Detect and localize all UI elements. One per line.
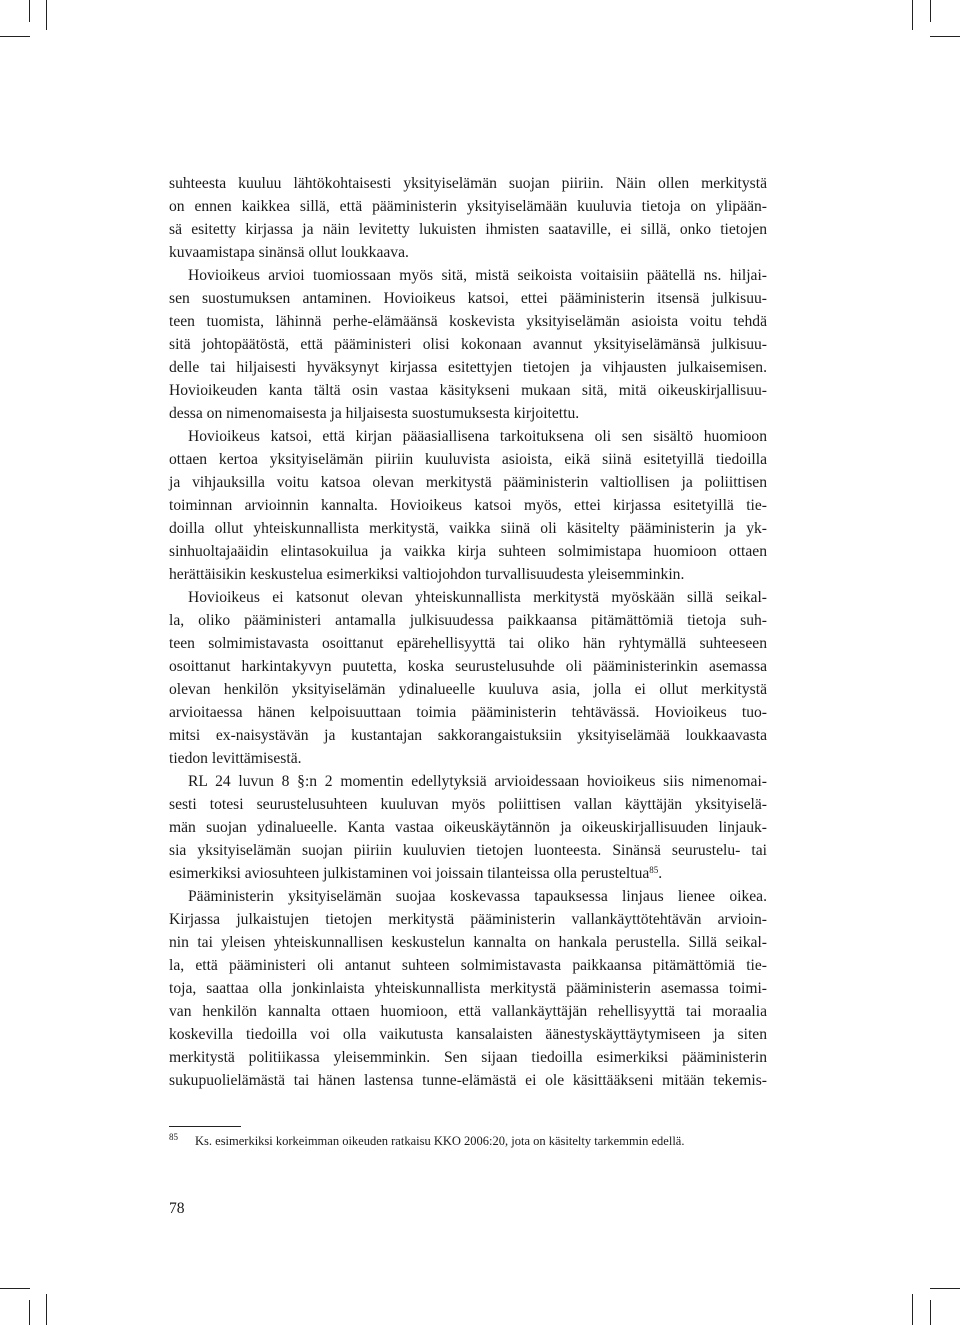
text-line	[169, 264, 767, 287]
text-line-content: sen suostumuksen antaminen. Hovioikeus katsoi, ettei pääministerin itsensä julkisuu-	[169, 290, 767, 307]
body-text	[169, 172, 767, 1092]
text-line	[169, 816, 767, 839]
text-line-content: teen tuomista, lähinnä perhe-elämäänsä koskevista yksityiselämän asioista voitu tehdä	[169, 313, 767, 330]
crop-mark-top-right-v2	[930, 0, 931, 22]
text-line-content: suhteesta kuuluu lähtökohtaisesti yksityiselämän suojan piiriin. Näin ollen merkitystä	[169, 175, 767, 192]
text-line-content: Kirjassa julkaistujen tietojen merkitystä pääministerin vallankäyttötehtävän arvioin-	[169, 911, 767, 928]
text-line	[169, 517, 767, 540]
text-line	[169, 747, 767, 770]
text-line	[169, 839, 767, 862]
text-line-content: la, että pääministeri oli antanut suhteen solmimistavasta paikkaansa pitämättömiä tie-	[169, 957, 767, 974]
text-line	[169, 885, 767, 908]
text-line	[169, 793, 767, 816]
text-line-content: Hovioikeus katsoi, että kirjan pääasiallisena tarkoituksena oli sen sisältö huomioon	[188, 428, 767, 445]
text-line	[169, 287, 767, 310]
text-line-content: Hovioikeus ei katsonut olevan yhteiskunnallista merkitystä myöskään sillä seikal-	[188, 589, 767, 606]
crop-mark-bottom-right-v1	[912, 1294, 913, 1325]
text-line	[169, 1000, 767, 1023]
text-line-content: sesti totesi seurustelusuhteen kuuluvan myös poliittisen vallan käyttäjän yksityiselä-	[169, 796, 767, 813]
text-line	[169, 632, 767, 655]
text-line	[169, 218, 767, 241]
text-line	[169, 241, 767, 264]
text-line-tail: .	[658, 865, 663, 882]
text-line	[169, 977, 767, 1000]
text-line-content: mitsi ex-naisystävän ja kustantajan sakkorangaistuksiin yksityiselämää loukkaavasta	[169, 727, 767, 744]
text-line-content: van henkilön kannalta ottaen huomioon, että vallankäyttäjän rehellisyyttä tai moraalia	[169, 1003, 767, 1020]
crop-mark-bottom-left-v1	[29, 1300, 30, 1325]
text-line	[169, 563, 767, 586]
text-line	[169, 931, 767, 954]
text-line-content: toja, saattaa olla jonkinlaista yhteiskunnallista merkitystä pääministerin asemassa toimi-	[169, 980, 767, 997]
text-line-content: delle tai hiljaisesti hyväksynyt kirjassa esitettyjen tietojen ja vihjausten julkaisemisen.	[169, 359, 767, 376]
text-line-content: olevan henkilön yksityiselämän ydinalueelle kuuluva asia, jolla ei ollut merkitystä	[169, 681, 767, 698]
footnote-number: 85	[169, 1132, 178, 1142]
text-line	[169, 701, 767, 724]
text-line-content: arvioitaessa hänen kelpoisuuttaan toimia pääministerin tehtävässä. Hovioikeus tuo-	[169, 704, 767, 721]
footnote-rule	[169, 1126, 241, 1127]
text-line	[169, 1023, 767, 1046]
footnote-reference: 85	[649, 865, 659, 875]
crop-mark-top-right-v1	[912, 0, 913, 30]
text-line	[169, 471, 767, 494]
text-line-content: ja vihjauksilla voitu katsoa olevan merkitystä pääministerin valtiollisen ja poliittisen	[169, 474, 767, 491]
text-line-content: Pääministerin yksityiselämän suojaa koskevassa tapauksessa linjaus lienee oikea.	[188, 888, 767, 905]
text-line-content: sä esitetty kirjassa ja näin levitetty lukuisten ihmisten saataville, ei sillä, onko tietojen	[169, 221, 767, 238]
text-line	[169, 333, 767, 356]
crop-mark-bottom-left-v2	[46, 1294, 47, 1325]
text-line	[169, 678, 767, 701]
text-line-content: ottaen kertoa yksityiselämän piiriin kuuluvista asioista, eikä siinä esitetyillä tiedoilla	[169, 451, 767, 468]
text-line	[169, 172, 767, 195]
text-line	[169, 1069, 767, 1092]
footnote-text: Ks. esimerkiksi korkeimman oikeuden ratkaisu KKO 2006:20, jota on käsitelty tarkemmin edellä.	[195, 1134, 685, 1148]
text-line	[169, 356, 767, 379]
crop-mark-bottom-left-h	[0, 1288, 30, 1289]
text-line	[169, 1046, 767, 1069]
text-line-content: RL 24 luvun 8 §:n 2 momentin edellytyksiä arvioidessaan hovioikeus siis nimenomai-	[188, 773, 767, 790]
crop-mark-top-right-h	[930, 36, 960, 37]
text-line	[169, 448, 767, 471]
crop-mark-bottom-right-v2	[930, 1300, 931, 1325]
crop-mark-top-left-v1	[29, 0, 30, 22]
text-line-content: on ennen kaikkea sillä, että pääministerin yksityiselämään kuuluvia tietoja on ylipään-	[169, 198, 767, 215]
text-line-content: kuvaamistapa sinänsä ollut loukkaava.	[169, 244, 409, 261]
text-line	[169, 494, 767, 517]
text-line-content: sinhuoltajaäidin elintasokuilua ja vaikka kirja suhteen solmimistapa huomioon ottaen	[169, 543, 767, 560]
text-line-content: sia yksityiselämän suojan piiriin kuuluvien tietojen luonteesta. Sinänsä seurustelu- tai	[169, 842, 767, 859]
text-line-content: doilla ollut yhteiskunnallista merkitystä, vaikka siinä oli käsitelty pääministerin ja yk-	[169, 520, 767, 537]
text-line	[169, 609, 767, 632]
page-number: 78	[169, 1200, 185, 1217]
text-line	[169, 954, 767, 977]
text-line	[169, 540, 767, 563]
text-line	[169, 908, 767, 931]
text-line-content: esimerkiksi aviosuhteen julkistaminen voi joissain tilanteissa olla perusteltua	[169, 865, 650, 882]
text-line-content: toiminnan arvioinnin kannalta. Hovioikeus katsoi myös, ettei kirjassa esitetyillä tie-	[169, 497, 767, 514]
text-line	[169, 195, 767, 218]
text-line-content: Hovioikeuden kanta tältä osin vastaa käsitykseni mukaan sitä, mitä oikeuskirjallisuu-	[169, 382, 767, 399]
text-line-content: teen solmimistavasta osoittanut epärehellisyyttä tai oliko hän ryhtymällä suhteeseen	[169, 635, 767, 652]
text-line	[169, 379, 767, 402]
text-line-content: merkitystä politiikassa yleisemminkin. Sen sijaan tiedoilla esimerkiksi pääministerin	[169, 1049, 767, 1066]
text-line-content: herättäisikin keskustelua esimerkiksi valtiojohdon turvallisuudesta yleisemminkin.	[169, 566, 685, 583]
text-line	[169, 862, 767, 885]
crop-mark-top-left-h	[0, 36, 30, 37]
crop-mark-bottom-right-h	[930, 1288, 960, 1289]
text-line	[169, 402, 767, 425]
text-line-content: sukupuolielämästä tai hänen lastensa tunne-elämästä ei ole käsittääkseni mitään tekemis-	[169, 1072, 767, 1089]
text-line-content: koskevilla tiedoilla voi olla vaikutusta kansalaisten äänestyskäyttäytymiseen ja siten	[169, 1026, 767, 1043]
text-line-content: nin tai yleisen yhteiskunnallisen keskustelun kannalta on hankala perustella. Sillä seikal-	[169, 934, 767, 951]
text-line	[169, 770, 767, 793]
text-line	[169, 586, 767, 609]
crop-mark-top-left-v2	[46, 0, 47, 30]
text-line-content: tiedon levittämisestä.	[169, 750, 302, 767]
text-line	[169, 724, 767, 747]
text-line-content: Hovioikeus arvioi tuomiossaan myös sitä, mistä seikoista voitaisiin päätellä ns. hiljai-	[188, 267, 767, 284]
text-line-content: sitä johtopäätöstä, että pääministeri olisi kokonaan avannut yksityiselämänsä julkisuu-	[169, 336, 767, 353]
text-line	[169, 425, 767, 448]
text-line-content: osoittanut harkintakyvyn puutetta, koska seurustelusuhde oli pääministerinkin asemassa	[169, 658, 767, 675]
text-line-content: män suojan ydinalueelle. Kanta vastaa oikeuskäytännön ja oikeuskirjallisuuden linjauk-	[169, 819, 767, 836]
text-line-content: dessa on nimenomaisesta ja hiljaisesta suostumuksesta kirjoitettu.	[169, 405, 580, 422]
text-line-content: la, oliko pääministeri antamalla julkisuudessa paikkaansa pitämättömiä tietoja suh-	[169, 612, 767, 629]
text-line	[169, 655, 767, 678]
text-line	[169, 310, 767, 333]
